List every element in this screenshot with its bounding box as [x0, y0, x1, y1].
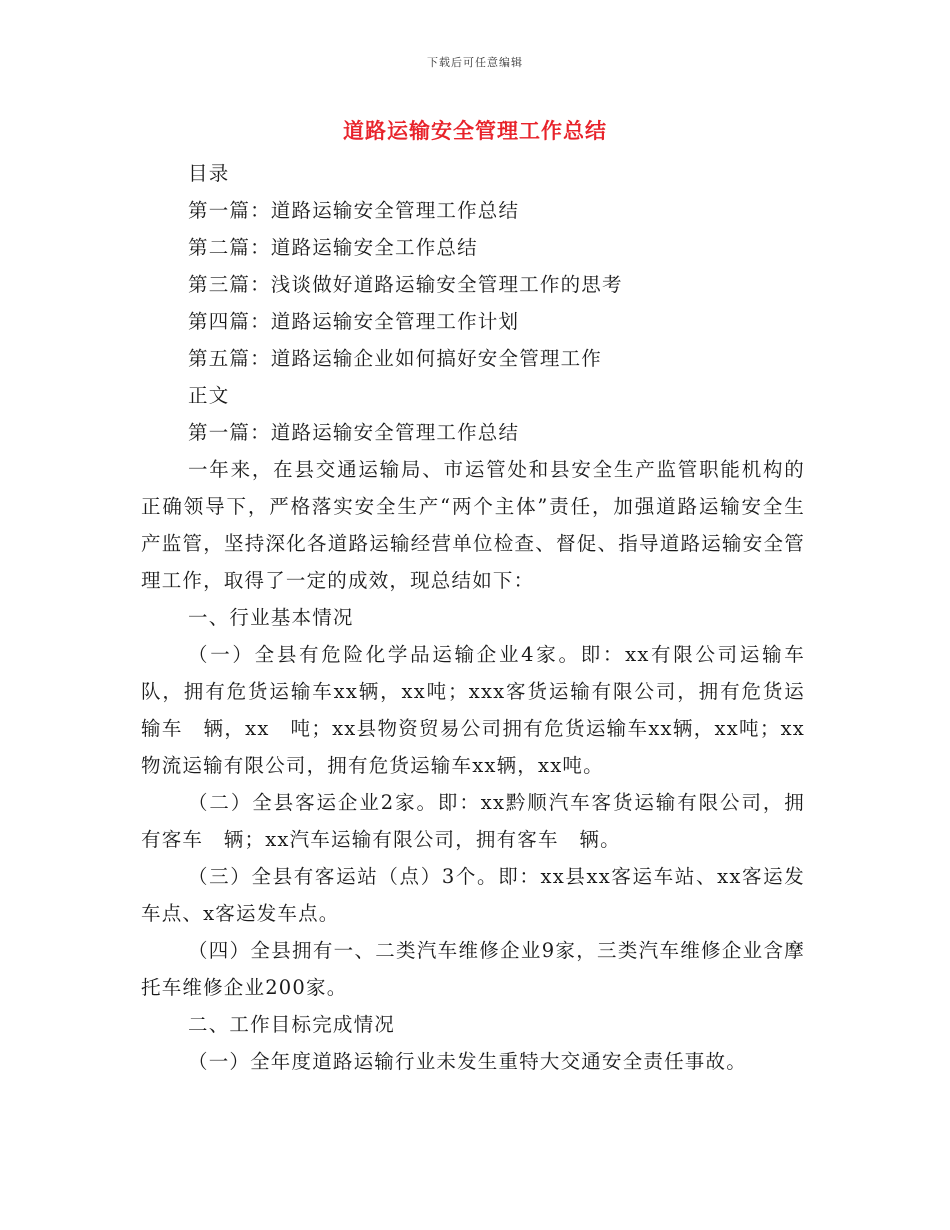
intro-paragraph: 一年来，在县交通运输局、市运管处和县安全生产监管职能机构的正确领导下，严格落实安全生产“两个主体”责任，加强道路运输安全生产监管，坚持深化各道路运输经营单位检查、督促、指导道路运输安全管理工作，取得了一定的成效，现总结如下：	[141, 458, 805, 592]
toc-item: 第二篇：道路运输安全工作总结	[188, 236, 478, 259]
document-title: 道路运输安全管理工作总结	[343, 118, 607, 143]
section-item: （二）全县客运企业2家。即：xx黔顺汽车客货运输有限公司，拥有客车 辆；xx汽车运输有限公司，拥有客车 辆。	[141, 791, 805, 851]
document-body	[141, 155, 805, 1080]
body-label: 正文	[188, 384, 230, 407]
chapter-heading: 第一篇：道路运输安全管理工作总结	[188, 421, 520, 444]
toc-item: 第三篇：浅谈做好道路运输安全管理工作的思考	[188, 273, 623, 296]
header-note: 下载后可任意编辑	[427, 56, 523, 69]
section-item: （四）全县拥有一、二类汽车维修企业9家，三类汽车维修企业含摩托车维修企业200家。	[141, 939, 805, 999]
section-item: （一）全县有危险化学品运输企业4家。即：xx有限公司运输车队，拥有危货运输车xx辆，xx吨；xxx客货运输有限公司，拥有危货运输车 辆，xx 吨；xx县物资贸易公司拥有危货运输车xx辆，xx吨；xx物流运输有限公司，拥有危货运输车xx辆，xx吨。	[141, 643, 805, 777]
toc-item: 第四篇：道路运输安全管理工作计划	[188, 310, 520, 333]
section-heading: 二、工作目标完成情况	[188, 1013, 396, 1036]
toc-label: 目录	[188, 162, 230, 185]
section-heading: 一、行业基本情况	[188, 606, 354, 629]
section-item: （三）全县有客运站（点）3个。即：xx县xx客运车站、xx客运发车点、x客运发车点。	[141, 865, 805, 925]
toc-item: 第五篇：道路运输企业如何搞好安全管理工作	[188, 347, 603, 370]
toc-item: 第一篇：道路运输安全管理工作总结	[188, 199, 520, 222]
section-item: （一）全年度道路运输行业未发生重特大交通安全责任事故。	[188, 1050, 747, 1073]
